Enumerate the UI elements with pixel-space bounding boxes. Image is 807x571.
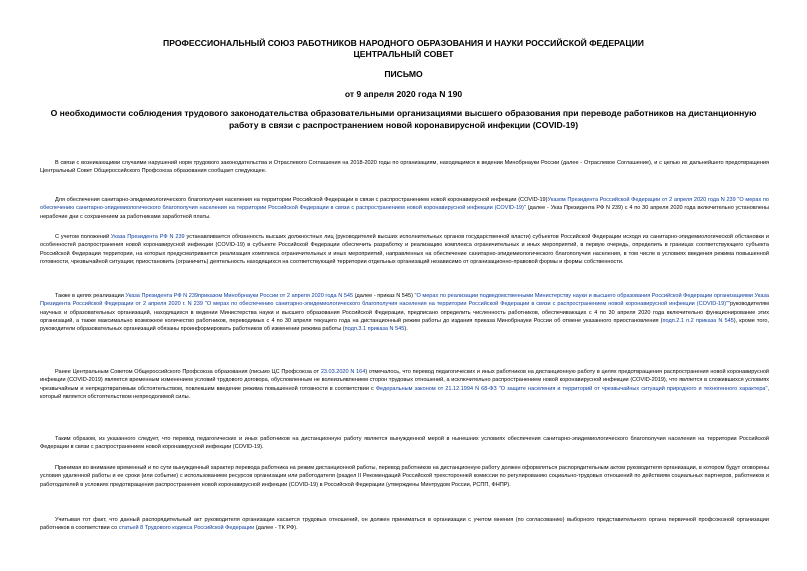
council-name: ЦЕНТРАЛЬНЫЙ СОВЕТ xyxy=(353,49,454,59)
paragraph-text: , который является обстоятельством непреодолимой силы. xyxy=(40,385,770,400)
link-decree-239[interactable]: Указа Президента РФ N 239 xyxy=(125,293,199,299)
paragraph-text: (далее - Указ Президента РФ N 239) с 4 по 30 апреля 2020 года включительно установлены нерабочие дни с сохранением за работниками заработной платы. xyxy=(40,205,769,220)
link-order-545-title[interactable]: "О мерах по реализации подведомственными Министерству науки и высшего образования Российской Федерации организациями Указа Президента Российской Федерации от 2 апреля 2020 г. N 239 "О мерах по обеспечению санитарно-эпидемиологического благополучия населения на территории Российской Федерации в связи с распространением новой коронавирусной инфекции (COVID-19)"" xyxy=(40,293,769,308)
paragraph-text: В связи с возникающими случаями нарушений норм трудового законодательства и Отраслевого Соглашения на 2018-2020 годы по организациям, находящимся в ведении Минобрнауки России (далее - Отраслевое Соглашение), и с целью их дальнейшего предотвращения Центральный Совет Общероссийского Профсоюза образования сообщает следующее. xyxy=(40,160,769,175)
paragraph-5 xyxy=(40,368,769,401)
paragraph-text: Также в целях реализации xyxy=(55,293,126,299)
paragraph-text: Для обеспечения санитарно-эпидемиологического благополучия населения на территории Российской Федерации в связи с распространением новой коронавирусной инфекции (COVID-19) xyxy=(55,197,548,203)
paragraph-text: Таким образом, из указанного следует, что перевод педагогических и иных работников на дистанционную работу является вынужденной мерой в нынешних условиях обеспечения санитарно-эпидемиологического благополучия населения на территории Российской Федерации в связи с распространением новой коронавирусной инфекции (COVID-19). xyxy=(40,436,769,451)
document-title: О необходимости соблюдения трудового законодательства образовательными организациями высшего образования при переводе работников на дистанционную работу в связи с распространением новой коронавирусной инфекции (COVID-19) xyxy=(50,108,757,130)
paragraph-4 xyxy=(40,292,769,333)
document-type: ПИСЬМО xyxy=(384,69,423,79)
paragraph-6 xyxy=(40,435,769,452)
paragraph-1 xyxy=(40,159,769,176)
paragraph-2 xyxy=(40,196,769,221)
paragraph-text: руководителям научных и образовательных организаций, находящихся в ведении Министерства науки и высшего образования Российской Федерации, предписано определить численность работников, обеспечивающих с 4 по 30 апреля 2020 года включительно функционирование этих организаций, а также максимально возможное количество работников, переводимых с 4 по 30 апреля текущего года на дистанционный режим работы до издания приказа Минобрнауки России об отмене указанного приостановления ( xyxy=(40,301,769,324)
link-letter-164[interactable]: 23.03.2020 N 164 xyxy=(320,369,366,375)
paragraph-text: устанавливается обязанность высших должностных лиц (руководителей высших исполнительных органов государственной власти) субъектов Российской Федерации исходя из санитарно-эпидемиологической обстановки и особенностей распространения новой коронавирусной инфекции (COVID-19) в субъекте Российской Федерации обеспечить разработку и реализацию комплекса ограничительных и иных мероприятий, в первую очередь, определить в границах соответствующего субъекта Российской Федерации территории, на которых предусматривается реализация комплекса ограничительных и иных мероприятий, направленных на обеспечение санитарно-эпидемиологического благополучия населения, в том числе в условиях введения режима повышенной готовности, чрезвычайной ситуации; приостановить (ограничить) деятельность находящихся на соответствующей территории отдельных организаций независимо от организационно-правовой формы и формы собственности. xyxy=(40,234,769,265)
organization-name: ПРОФЕССИОНАЛЬНЫЙ СОЮЗ РАБОТНИКОВ НАРОДНОГО ОБРАЗОВАНИЯ И НАУКИ РОССИЙСКОЙ ФЕДЕРАЦИИ xyxy=(163,38,644,48)
paragraph-8 xyxy=(40,516,769,533)
paragraph-text: (далее - ТК РФ). xyxy=(254,525,298,532)
link-labor-code-article-8[interactable]: статьей 8 Трудового кодекса Российской Федерации xyxy=(118,525,255,532)
paragraph-text: ) отмечалось, что перевод педагогических и иных работников на дистанционную работу в целях предотвращения распространения новой коронавирусной инфекции (COVID-2019) является временным изменением условий трудового договора, обусловленным не волеизъявлением сторон трудовых отношений, а исключительно распространением новой коронавирусной инфекции (COVID-2019), что является в сложившихся условиях чрезвычайным и непредотвратимым обстоятельством, повлекшим введение режима повышенной готовности в соответствии с xyxy=(40,369,769,392)
paragraph-text: Учитывая тот факт, что данный распорядительный акт руководителя организации касается трудовых отношений, он должен приниматься в организации с учетом мнения (по согласованию) выборного представительного органа первичной профсоюзной организации работников в соответствии со xyxy=(40,517,769,532)
paragraph-text: Ранее Центральным Советом Общероссийского Профсоюза образования (письмо ЦС Профсоюза от xyxy=(55,369,321,375)
link-order-545-clause-3-1[interactable]: подп.3.1 приказа N 545 xyxy=(344,326,405,333)
paragraph-text: С учетом положений xyxy=(55,234,111,240)
link-federal-law-68[interactable]: Федеральным законом от 21.12.1994 N 68-ФЗ "О защите населения и территорий от чрезвычайных ситуаций природного и техногенного характера" xyxy=(375,385,768,392)
link-order-545[interactable]: приказом Минобрнауки России от 2 апреля 2020 года N 545 xyxy=(198,293,354,299)
paragraph-3 xyxy=(40,233,769,266)
paragraph-text: Принимая во внимание временный и по сути вынужденный характер перевода работника на режим дистанционной работы, перевод работников на дистанционную работу должен оформляться распорядительным актом руководителя организации, в котором будут оговорены условия удаленной работы и ее сроки (или событие) с использованием ресурсов организации или работодателя (раздел II Рекомендаций Российской трехсторонней комиссии по регулированию социально-трудовых отношений по действиям социальных партнеров, работников и работодателей в условиях предотвращения распространения новой коронавирусной инфекции (COVID-19) в Российской Федерации (утверждены Минтрудом России, РСПП, ФНПР). xyxy=(40,465,769,488)
paragraph-text: ), кроме того, руководители образовательных организаций обязаны проинформировать работников об изменении режима работы ( xyxy=(40,317,769,333)
link-decree-239[interactable]: Указа Президента РФ N 239 xyxy=(110,234,185,240)
paragraph-7 xyxy=(40,464,769,489)
link-order-545-clause-2-1[interactable]: подп.2.1 п.2 приказа N 545 xyxy=(662,317,734,324)
paragraph-text: ). xyxy=(404,326,408,333)
link-decree-239[interactable]: Указом Президента Российской Федерации от 2 апреля 2020 года N 239 "О мерах по обеспечению санитарно-эпидемиологического благополучия населения на территории Российской Федерации в связи с распространением новой коронавирусной инфекции (COVID-19)" xyxy=(40,197,770,212)
document-date-number: от 9 апреля 2020 года N 190 xyxy=(344,89,463,99)
paragraph-text: (далее - приказ N 545) xyxy=(353,293,415,299)
